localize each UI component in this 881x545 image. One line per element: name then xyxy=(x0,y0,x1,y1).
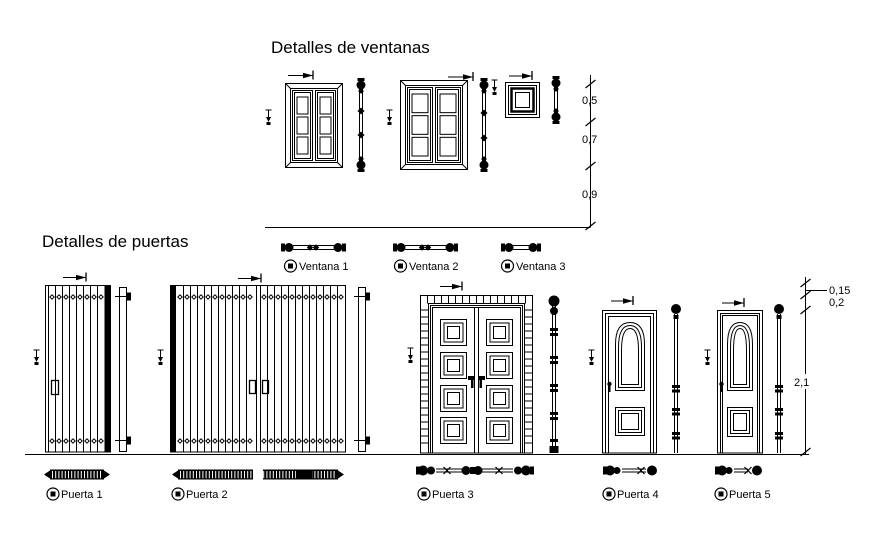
window-1-label xyxy=(285,260,349,273)
door-1-side-section xyxy=(115,288,131,452)
detail-marker-square xyxy=(51,492,56,497)
door-dim-0-2: 0,2 xyxy=(829,297,845,309)
detail-marker-square xyxy=(176,492,181,497)
detail-marker-square xyxy=(398,264,403,269)
door-1-label-text: Puerta 1 xyxy=(61,489,103,501)
door-4-elevation xyxy=(603,311,657,454)
window-3-vertical-section xyxy=(552,76,561,124)
door-3-plan-section xyxy=(416,466,534,476)
door-dim-2-1: 2,1 xyxy=(794,377,810,389)
door-1-label xyxy=(47,488,103,501)
window-2-label-text: Ventana 2 xyxy=(409,261,459,273)
window-dim-0-7: 0,7 xyxy=(582,134,598,146)
door-1-plan-section xyxy=(44,470,110,480)
door-3-label-text: Puerta 3 xyxy=(432,489,474,501)
window-3-plan-section xyxy=(501,243,541,252)
window-2-plan-section xyxy=(393,243,458,252)
window-3-label xyxy=(502,260,566,273)
window-dim-0-9: 0,9 xyxy=(582,189,598,201)
door-2-plan-section xyxy=(172,469,344,481)
door-5-label-text: Puerta 5 xyxy=(729,489,771,501)
detail-marker-square xyxy=(607,492,612,497)
door-2-label-text: Puerta 2 xyxy=(186,489,228,501)
dimension-arrow-marks xyxy=(34,71,745,366)
door-4-plan-section xyxy=(603,466,657,476)
window-1-plan-section xyxy=(281,243,346,252)
door-2-label xyxy=(172,488,228,501)
detail-marker-square xyxy=(422,492,427,497)
door-4-side-section xyxy=(671,304,681,453)
window-dim-0-5: 0,5 xyxy=(582,95,598,107)
window-1-elevation xyxy=(286,84,343,168)
door-3-label xyxy=(418,488,474,501)
door-5-label xyxy=(715,488,771,501)
detail-marker-square xyxy=(288,264,293,269)
door-5-side-section xyxy=(774,304,784,453)
window-1-vertical-section xyxy=(357,78,366,172)
windows-section-title: Detalles de ventanas xyxy=(271,38,430,57)
doors-section-title: Detalles de puertas xyxy=(42,232,189,251)
window-2-label xyxy=(395,260,459,273)
door-2-elevation xyxy=(171,286,346,453)
door-5-plan-section xyxy=(715,466,762,476)
doors-dimension-line xyxy=(801,277,828,456)
window-1-label-text: Ventana 1 xyxy=(299,261,349,273)
door-4-label-text: Puerta 4 xyxy=(617,489,659,501)
window-2-elevation xyxy=(401,81,468,170)
door-4-label xyxy=(603,488,659,501)
door-dim-0-15: 0,15 xyxy=(829,285,851,297)
door-2-side-section xyxy=(354,288,370,452)
door-5-elevation xyxy=(718,311,763,454)
window-2-vertical-section xyxy=(480,78,489,172)
detail-marker-square xyxy=(505,264,510,269)
door-3-elevation xyxy=(421,296,533,454)
door-3-side-section xyxy=(549,296,560,454)
window-3-elevation xyxy=(506,83,540,118)
detail-marker-square xyxy=(719,492,724,497)
door-1-elevation xyxy=(46,286,111,453)
window-3-label-text: Ventana 3 xyxy=(516,261,566,273)
